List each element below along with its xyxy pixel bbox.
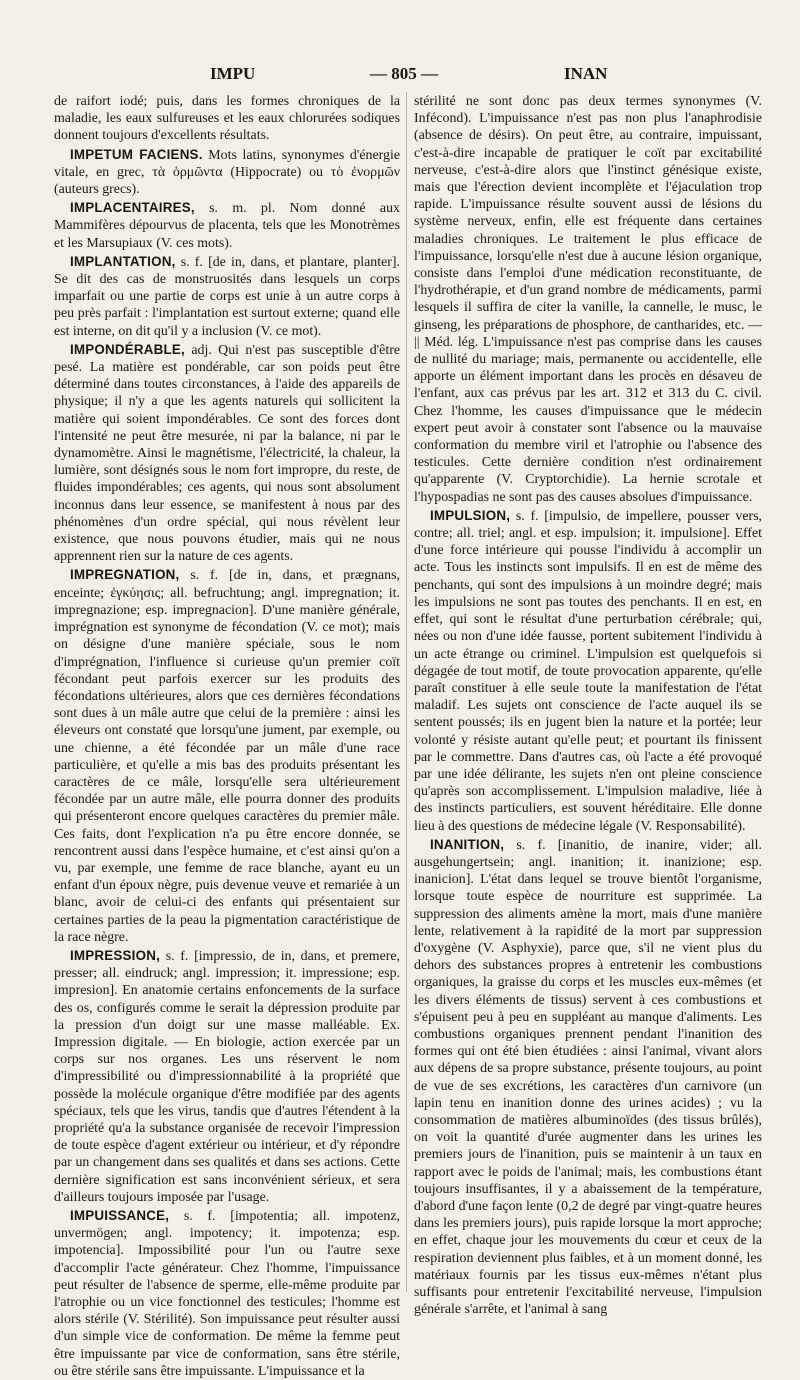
left-column	[54, 92, 401, 1379]
entry-headword: IMPETUM FACIENS.	[70, 146, 203, 162]
dictionary-entry	[414, 92, 762, 506]
entry-headword: IMPLANTATION,	[70, 253, 176, 269]
column-divider	[406, 92, 407, 1292]
entry-body: s. f. [impulsio, de impellere, pousser vers, contre; all. triel; angl. et esp. impulsion; it. impulsione]. Effet d'une force intérieure qui pousse l'individu à accomplir un acte. Tous les instincts sont impulsifs. Il en est de même des penchants, qui sont des impulsions à un moindre degré; mais les impulsions ne sont pas toutes des penchants. Il en est, en effet, qui sont le résultat d'une perturbation cérébrale; qui, nées ou non d'une idée fausse, portent subitement l'individu à un acte étrange ou criminel. L'impulsion est quelquefois si dégagée de tout motif, de toute provocation apparente, qu'elle paraît constituer à elle seule toute la manifestation de l'état maladif. Les sujets ont conscience de l'acte auquel ils se sentent poussés; ils en jugent bien la nature et la portée; leur volonté y résiste autant qu'elle peut; et pourtant ils finissent par le commettre. Dans d'autres cas, où l'acte a été provoqué par une idée délirante, les sujets n'en ont pleine conscience qu'après son accomplissement. L'impulsion maladive, liée à des instincts particuliers, est souvent héréditaire. Elle donne lieu à des questions de médecine légale (V. Responsabilité).	[414, 508, 762, 834]
entry-headword: IMPUISSANCE,	[70, 1208, 170, 1223]
entry-body: adj. Qui n'est pas susceptible d'être pesé. La matière est pondérable, car son poids peut être déterminé dans toutes circonstances, à l'aide des appareils de physique; il n'y a que les agents naturels qui sollicitent la matière qui soient impondérables. Ce sont des forces dont l'intensité ne peut être mesurée, ni par la balance, ni par le dynamomètre. Ainsi le magnétisme, l'électricité, la chaleur, la lumière, sont désignés sous le nom fort impropre, du reste, de fluides impondérables; ces agents, qui nous sont absolument inconnus dans leur essence, se manifestent à nous par des phénomènes d'un ordre spécial, qui nous révèlent leur existence, que nous pouvons étudier, mais qui ne nous apprennent rien sur la nature de ces agents.	[54, 342, 400, 565]
entry-headword: IMPONDÉRABLE,	[70, 341, 185, 357]
dictionary-entry	[54, 199, 400, 252]
dictionary-entry	[54, 947, 400, 1206]
dictionary-entry	[54, 146, 400, 199]
entry-body: s. f. [inanitio, de inanire, vider; all. ausgehungertsein; angl. inanition; it. inanizione; esp. inanicion]. L'état dans lequel se trouve bientôt l'organisme, lorsque toute espèce de nourriture est supprimée. La suppression des aliments amène la mort, mais d'une manière lente, relativement à la rapidité de la mort par suppression d'oxygène (V. Asphyxie), parce que, s'il ne vient plus du dehors des substances propres à entretenir les combustions organiques, la graisse du corps et les muscles eux-mêmes (et les divers éléments de tissus) servent à ces combustions et s'épuisent peu à peu en suppléant au manque d'aliments. Les combustions organiques prennent pendant l'inanition des formes qui ont été bien étudiées : ainsi l'animal, vivant alors aux dépens de sa propre substance, présente toujours, au point de vue de ses excrétions, les caractères d'un carnivore (un lapin tenu en inanition donne des urines acides) ; vu la consommation de matières albuminoïdes (des tissus brûlés), on voit la quantité d'urée augmenter dans les urines les premiers jours de l'inanition, puis se maintenir à un taux en rapport avec le poids de l'animal; mais, les combustions étant toujours insuffisantes, il y a abaissement de la température, d'abord d'une façon lente (0,2 de degré par vingt-quatre heures dans les premiers jours), puis rapide lorsque la mort approche; en effet, chaque jour les mouvements du cœur et ceux de la respiration deviennent plus faibles, et à un moment donné, les matériaux fournis par les tissus eux-mêmes n'étant plus suffisants pour entretenir l'excitabilité nerveuse, l'impulsion générale s'arrête, et l'animal à sang	[414, 837, 762, 1318]
entry-body: s. f. [de in, dans, et plantare, planter]. Se dit des cas de monstruosités dans lesquels un corps imparfait ou une partie de corps est unie à un autre corps à peu près parfait : l'implantation est surtout externe; quand elle est interne, on dit qu'il y a inclusion (V. ce mot).	[54, 254, 400, 339]
entry-body: de raifort iodé; puis, dans les formes chroniques de la maladie, les eaux sulfureuses et les eaux chlorurées sodiques donnent toujours d'excellents résultats.	[54, 94, 400, 144]
entry-body: s. f. [impotentia; all. impotenz, unvermögen; angl. impotency; it. impotenza; esp. impotencia]. Impossibilité pour l'un ou l'autre sexe d'accomplir l'acte générateur. Chez l'homme, l'impuissance peut résulter de l'absence de sperme, elle-même produite par l'atrophie ou un vice fonctionnel des testicules; l'homme est alors stérile (V. Stérilité). Son impuissance peut résulter aussi d'un simple vice de conformation. De même la femme peut être impuissante par vice de conformation, sans être stérile, ou être stérile sans être impuissante. L'impuissance et la	[54, 1209, 400, 1379]
right-column	[414, 92, 762, 1318]
entry-headword: IMPRESSION,	[70, 947, 160, 963]
entry-headword: IMPULSION,	[430, 507, 511, 523]
entry-body: s. m. pl. Nom donné aux Mammifères dépourvus de placenta, tels que les Monotrèmes et les Marsupiaux (V. ces mots).	[54, 201, 400, 251]
entry-body: s. f. [de in, dans, et prægnans, enceinte; ἐγκύησις; all. befruchtung; angl. impregnation; it. impregnazione; esp. impregnacion]. D'une manière générale, imprégnation est synonyme de fécondation (V. ce mot); mais on désigne d'une manière spéciale, sous le nom d'imprégnation, l'influence si curieuse qu'un premier coït fécondant peut parfois exercer sur les produits des fécondations ultérieures, alors que ces dernières fécondations sont dues à un mâle autre que celui de la première : ainsi les éleveurs ont constaté que lorsqu'une jument, par exemple, ou une chienne, a été fécondée par un mâle d'une race particulière, et qu'elle a mis bas des produits présentant les caractères de ce mâle, lorsqu'elle sera ultérieurement fécondée par un autre mâle, elle pourra donner des produits qui présenteront encore quelques caractères du premier mâle. Ces faits, dont l'explication n'a pu être encore donnée, se rencontrent aussi dans l'espèce humaine, et c'est ainsi qu'on a vu, par exemple, une femme de race blanche, ayant eu un enfant d'un époux nègre, puis devenue veuve et remariée à un blanc, avoir de celui-ci des enfants qui présentaient sur certaines parties de la peau la pigmentation caractéristique de la race nègre.	[54, 568, 400, 945]
dictionary-entry	[414, 507, 762, 835]
entry-body: stérilité ne sont donc pas deux termes synonymes (V. Infécond). L'impuissance n'est pas non plus l'anaphrodisie (absence de désirs). On peut être, au contraire, impuissant, c'est-à-dire incapable de pratiquer le coït par excitabilité nerveuse, c'est-à-dire alors que l'instinct génésique existe, mais que l'érection devient incomplète et l'éjaculation trop rapide. L'impuissance résulte souvent aussi de lésions du système nerveux, enfin, elle est fréquente dans certaines maladies chroniques. Le traitement le plus efficace de l'impuissance, lorsqu'elle n'est due à aucune lésion organique, consiste dans l'emploi d'une médication reconstituante, de l'hydrothérapie, et d'un grand nombre de médicaments, parmi lesquels il suffira de citer la vanille, la cannelle, le musc, le ginseng, les préparations de phosphore, de cantharides, etc. — || Méd. lég. L'impuissance n'est pas comprise dans les causes de nullité du mariage; mais, permanente ou accidentelle, elle apporte un élément important dans les procès en désaveu de l'enfant, aux cas prévus par les art. 312 et 313 du C. civil. Chez l'homme, les causes d'impuissance que le médecin expert peut avoir à constater sont l'absence ou la mauvaise conformation du membre viril et l'atrophie ou l'absence des testicules. Cette dernière condition n'est ordinairement qu'apparente (V. Cryptorchidie). La hernie scrotale et l'hypospadias ne sont pas des causes absolues d'impuissance.	[414, 94, 762, 505]
entry-headword: IMPLACENTAIRES,	[70, 200, 195, 216]
dictionary-entry	[54, 341, 400, 566]
dictionary-entry	[54, 253, 400, 340]
entry-body: Mots latins, synonymes d'énergie vitale, en grec, τὰ ὁρμῶντα (Hippocrate) ou τὸ ἐνορμῶν (auteurs grecs).	[54, 147, 401, 198]
dictionary-entry	[54, 92, 400, 145]
dictionary-entry	[54, 1207, 400, 1380]
header-right-guide-word: INAN	[564, 64, 608, 83]
dictionary-entry	[414, 836, 762, 1319]
running-header	[52, 64, 756, 86]
header-left-guide-word: IMPU	[210, 64, 256, 83]
entry-headword: IMPREGNATION,	[70, 567, 180, 583]
entry-headword: INANITION,	[430, 836, 505, 852]
entry-body: s. f. [impressio, de in, dans, et premere, presser; all. eindruck; angl. impression; it. impressione; esp. impresion]. En anatomie certains enfoncements de la surface des os, configurés comme le serait la dépression produite par la pression d'un doigt sur une masse malléable. Ex. Impression digitale. — En biologie, action exercée par un corps sur nos organes. Les uns réservent le nom d'impressibilité ou d'impressionnabilité à la propriété que possède la molécule organique d'être modifiée par des agents spéciaux, tels que les virus, tandis que d'autres l'étendent à la propriété qu'a la substance organisée de recevoir l'impression de toute espèce d'agent extérieur ou intérieur, et d'y répondre par un changement dans ses qualités et dans ses actions. Cette dernière signification est sans inconvénient sérieux, et sera d'ailleurs toujours imposée par l'usage.	[54, 948, 400, 1205]
page-number: — 805 —	[370, 64, 438, 83]
dictionary-entry	[54, 566, 400, 945]
